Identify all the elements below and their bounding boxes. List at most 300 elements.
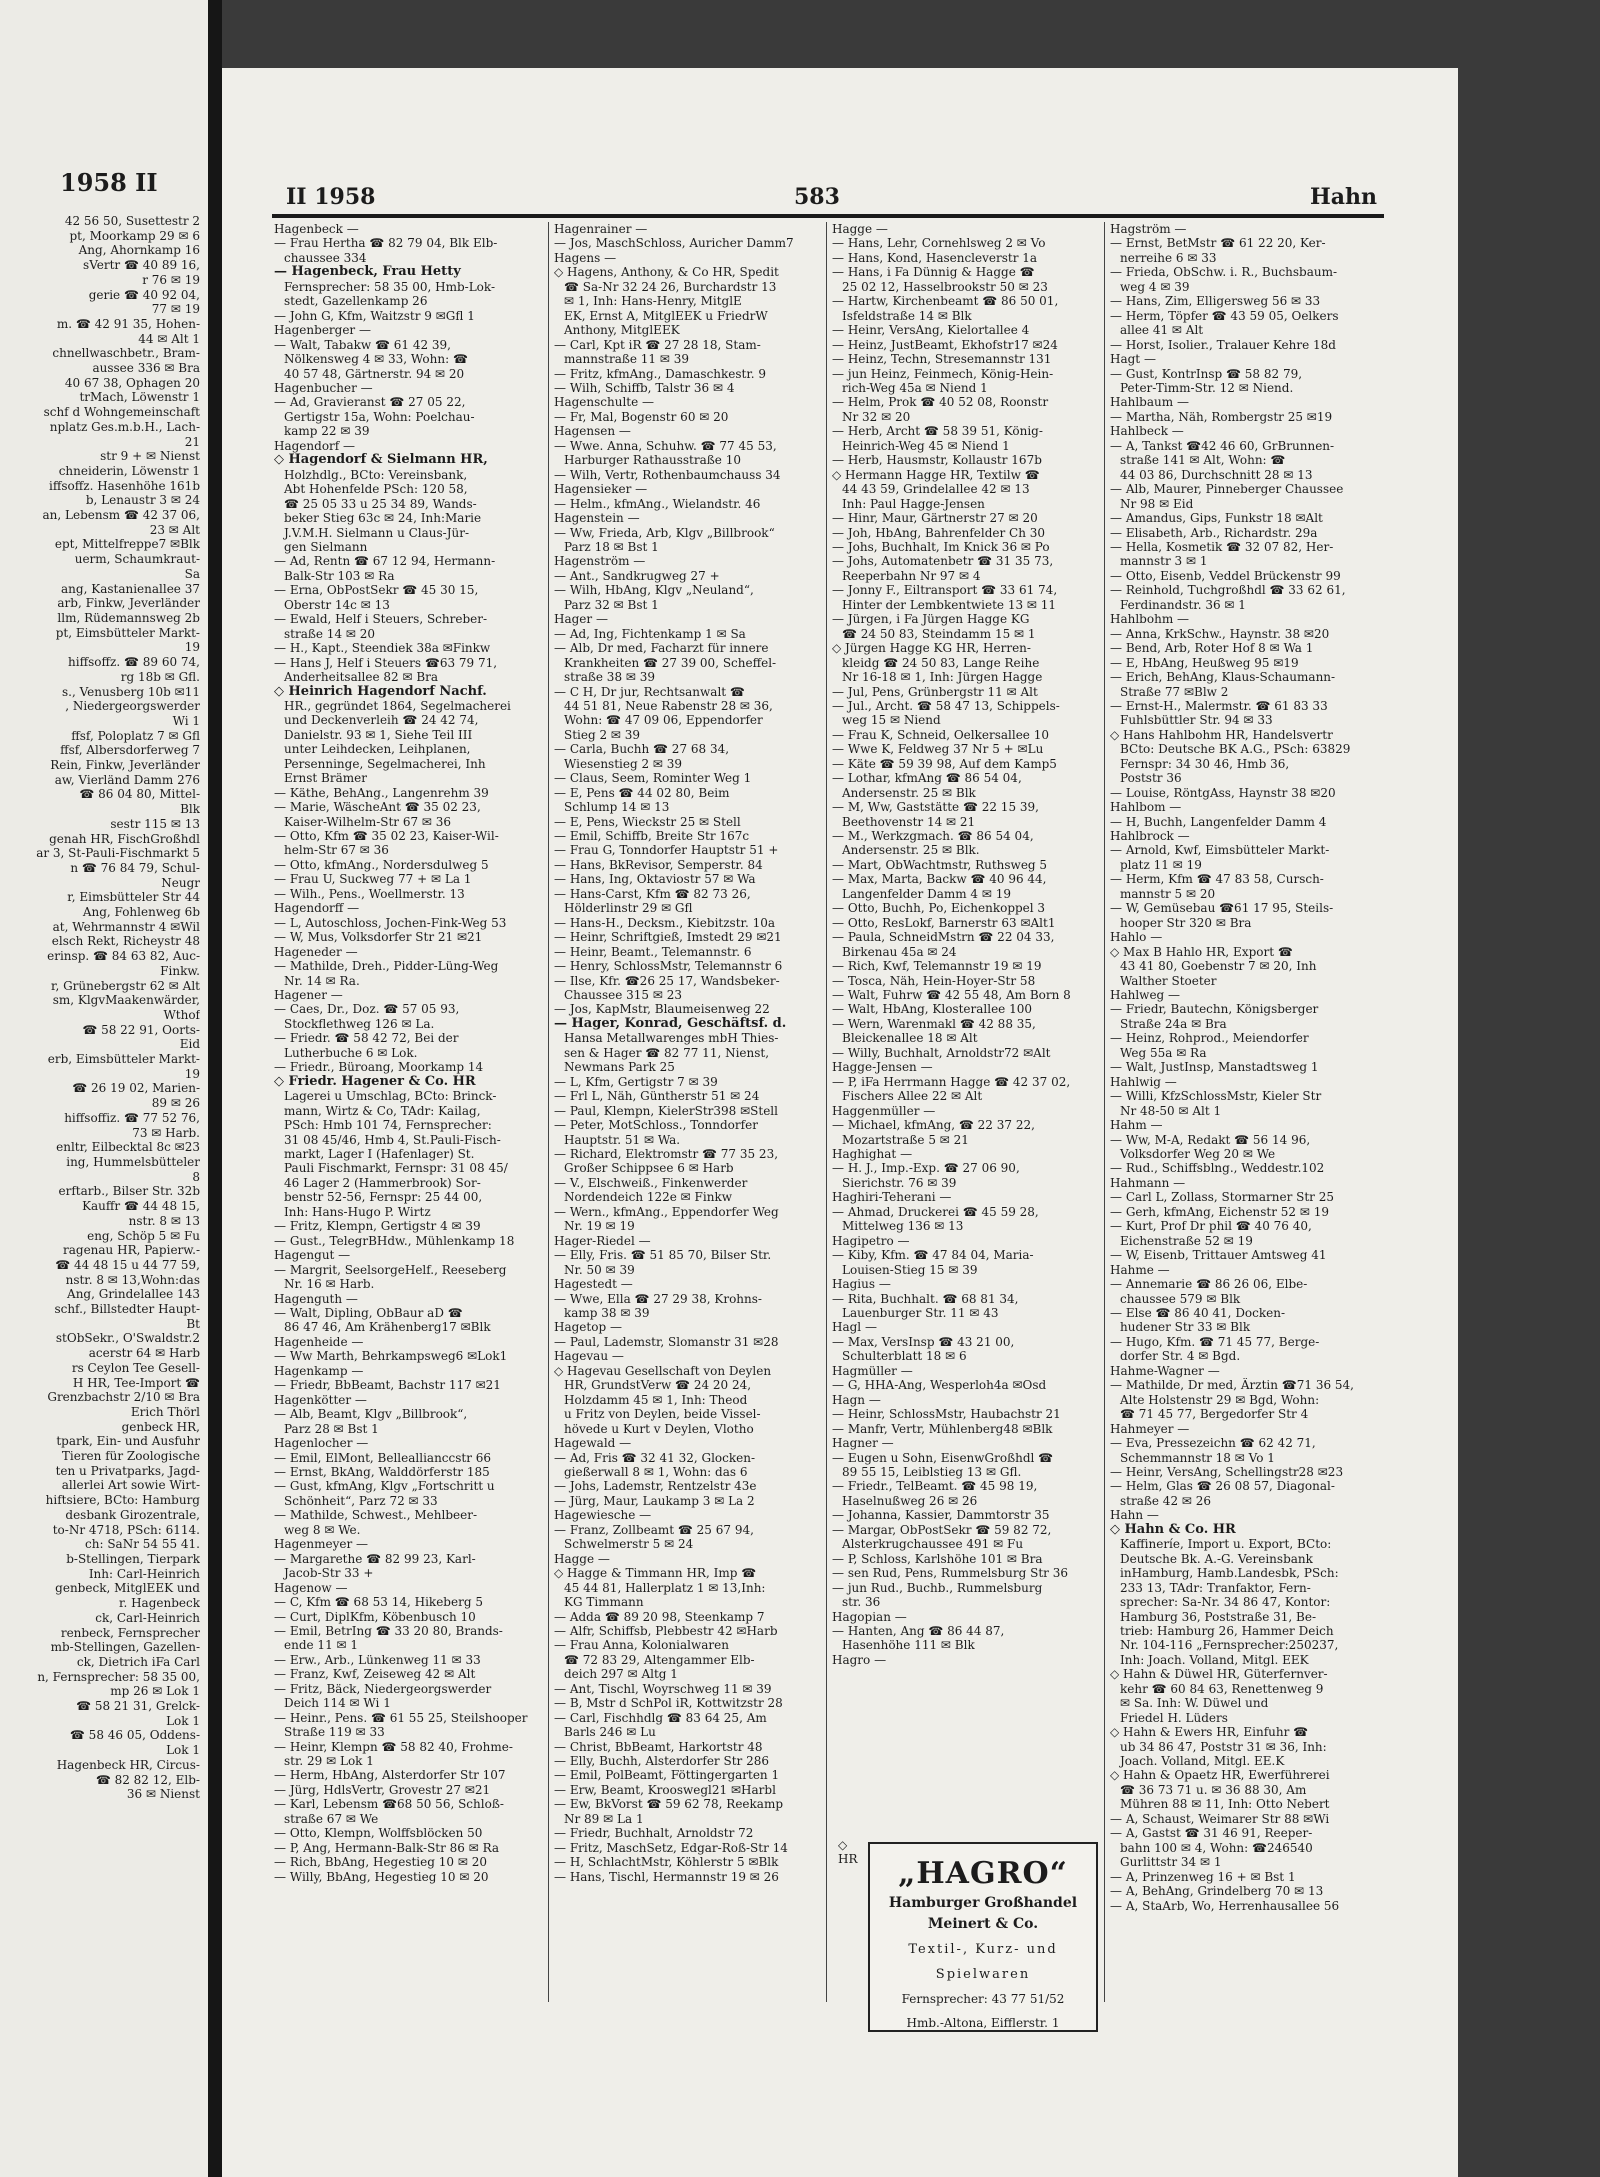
directory-entry: Hagmüller — xyxy=(832,1363,913,1378)
directory-entry: — Emil, Schiffb, Breite Str 167c xyxy=(554,829,750,844)
directory-entry: Newmans Park 25 xyxy=(564,1060,675,1075)
directory-entry: — Ant, Tischl, Woyrschweg 11 ✉ 39 xyxy=(554,1681,772,1696)
directory-line: ffsf, Poloplatz 7 ✉ Gfl xyxy=(71,728,200,743)
directory-entry: Oberstr 14c ✉ 13 xyxy=(284,597,390,612)
directory-entry: Pauli Fischmarkt, Fernspr: 31 08 45/ xyxy=(284,1161,508,1176)
directory-entry: ☎ 24 50 83, Steindamm 15 ✉ 1 xyxy=(842,626,1036,641)
directory-line: ang, Kastanienallee 37 xyxy=(61,581,200,596)
directory-entry: Hauptstr. 51 ✉ Wa. xyxy=(564,1132,681,1147)
directory-entry: Hagevau — xyxy=(554,1349,624,1364)
directory-entry: — Heinz, Rohprod., Meiendorfer xyxy=(1110,1031,1309,1046)
directory-entry: 46 Lager 2 (Hammerbrook) Sor- xyxy=(284,1175,481,1190)
directory-entry: Parz 18 ✉ Bst 1 xyxy=(564,539,659,554)
directory-entry: Hagendorf — xyxy=(274,438,356,453)
directory-entry-bold: ◇ Heinrich Hagendorf Nachf. xyxy=(274,684,487,699)
directory-line: rg 18b ✉ Gfl. xyxy=(120,669,200,684)
directory-entry: Chaussee 315 ✉ 23 xyxy=(564,988,682,1003)
directory-entry: straße 14 ✉ 20 xyxy=(284,626,376,641)
directory-entry: hooper Str 320 ✉ Bra xyxy=(1120,915,1252,930)
directory-entry: — Emil, ElMont, Belleallianccstr 66 xyxy=(274,1450,492,1465)
directory-entry: str. 36 xyxy=(842,1595,881,1610)
directory-entry: 233 13, TAdr: Tranfaktor, Fern- xyxy=(1120,1580,1311,1595)
directory-entry: Lauenburger Str. 11 ✉ 43 xyxy=(842,1305,999,1320)
directory-line: uerm, Schaumkraut- xyxy=(74,552,200,567)
directory-entry: ◇ Hermann Hagge HR, Textilw ☎ xyxy=(832,467,1040,482)
directory-entry: ☎ Sa-Nr 32 24 26, Burchardstr 13 xyxy=(564,279,777,294)
directory-entry: — Fritz, MaschSetz, Edgar-Roß-Str 14 xyxy=(554,1840,788,1855)
directory-entry: — Hans-Carst, Kfm ☎ 82 73 26, xyxy=(554,886,751,901)
directory-entry: Großer Schippsee 6 ✉ Harb xyxy=(564,1161,734,1176)
directory-entry: — Mart, ObWachtmstr, Ruthsweg 5 xyxy=(832,857,1048,872)
directory-entry: Beethovenstr 14 ✉ 21 xyxy=(842,814,976,829)
directory-entry: — Mathilde, Dreh., Pidder-Lüng-Weg xyxy=(274,959,499,974)
directory-entry: Parz 32 ✉ Bst 1 xyxy=(564,597,659,612)
directory-entry: deich 297 ✉ Altg 1 xyxy=(564,1667,678,1682)
directory-entry: — Christ, BbBeamt, Harkortstr 48 xyxy=(554,1739,763,1754)
directory-entry: — Kurt, Prof Dr phil ☎ 40 76 40, xyxy=(1110,1219,1312,1234)
directory-entry: markt, Lager I (Hafenlager) St. xyxy=(284,1147,475,1161)
directory-entry: — Heinr., Pens. ☎ 61 55 25, Steilshooper xyxy=(274,1710,528,1725)
directory-entry: — M., Werkzgmach. ☎ 86 54 04, xyxy=(832,829,1034,844)
directory-entry: — Jonny F., Eiltransport ☎ 33 61 74, xyxy=(832,583,1058,598)
directory-entry: Wohn: ☎ 47 09 06, Eppendorfer xyxy=(564,713,763,728)
directory-entry: beker Stieg 63c ✉ 24, Inh:Marie xyxy=(284,511,482,526)
directory-entry: — E, HbAng, Heußweg 95 ✉19 xyxy=(1110,655,1299,670)
directory-line: Blk xyxy=(180,802,200,817)
directory-entry: — Mathilde, Schwest., Mehlbeer- xyxy=(274,1508,477,1523)
directory-entry: Hagro — xyxy=(832,1652,887,1667)
directory-entry: Abt Hohenfelde PSch: 120 58, xyxy=(284,482,468,497)
directory-entry: — H, SchlachtMstr, Köhlerstr 5 ✉Blk xyxy=(554,1855,779,1870)
directory-entry: Friedel H. Lüders xyxy=(1120,1710,1228,1725)
directory-entry: Nr 98 ✉ Eid xyxy=(1120,496,1194,511)
directory-line: ing, Hummelsbütteler xyxy=(66,1155,200,1169)
column-separator xyxy=(548,222,549,2002)
directory-line: sm, KlgvMaakenwärder, xyxy=(52,993,200,1008)
directory-line: ☎ 58 46 05, Oddens- xyxy=(69,1728,200,1743)
directory-entry: Louisen-Stieg 15 ✉ 39 xyxy=(842,1262,978,1277)
directory-entry: — Helm, Glas ☎ 26 08 57, Diagonal- xyxy=(1110,1479,1335,1494)
directory-entry: Haselnußweg 26 ✉ 26 xyxy=(842,1493,978,1508)
directory-entry: Hagström — xyxy=(1110,222,1187,236)
directory-line: Rein, Finkw, Jeverländer xyxy=(50,758,200,773)
directory-entry: — Carl, Kpt iR ☎ 27 28 18, Stam- xyxy=(554,337,761,352)
directory-entry: Hagendorff — xyxy=(274,901,360,916)
directory-line: ragenau HR, Papierw.- xyxy=(63,1243,200,1258)
directory-line: schf d Wohngemeinschaft xyxy=(43,405,200,420)
directory-entry: Hagius — xyxy=(832,1277,891,1292)
directory-entry: ◇ Hagge & Timmann HR, Imp ☎ xyxy=(554,1566,757,1581)
directory-entry: — Ernst-H., Malermstr. ☎ 61 83 33 xyxy=(1110,698,1328,713)
directory-line: Lok 1 xyxy=(166,1743,200,1758)
directory-entry: mannstr 3 ✉ 1 xyxy=(1120,554,1208,569)
directory-entry: — Paula, SchneidMstrn ☎ 22 04 33, xyxy=(832,930,1055,945)
directory-entry: — Willi, KfzSchlossMstr, Kieler Str xyxy=(1110,1089,1322,1104)
directory-entry: — Willy, BbAng, Hegestieg 10 ✉ 20 xyxy=(274,1869,489,1884)
directory-entry: Anderheitsallee 82 ✉ Bra xyxy=(284,670,439,685)
directory-line: ☎ 82 82 12, Elb- xyxy=(95,1772,200,1787)
directory-entry: ✉ Sa. Inh: W. Düwel und xyxy=(1120,1696,1269,1711)
directory-entry: — Tosca, Näh, Hein-Hoyer-Str 58 xyxy=(832,973,1036,988)
directory-line: 21 xyxy=(184,434,200,449)
directory-entry: Hagener — xyxy=(274,988,343,1003)
directory-line: arb, Finkw, Jeverländer xyxy=(57,596,200,611)
directory-entry: — Ww, M-A, Redakt ☎ 56 14 96, xyxy=(1110,1132,1311,1147)
directory-entry: EK, Ernst A, MitglEEK u FriedrW xyxy=(564,308,768,323)
directory-line: s., Venusberg 10b ✉11 xyxy=(62,684,200,699)
page-number: 583 xyxy=(794,184,840,210)
directory-entry: — sen Rud, Pens, Rummelsburg Str 36 xyxy=(832,1566,1068,1581)
directory-entry: — Carl L, Zollass, Stormarner Str 25 xyxy=(1110,1190,1334,1205)
directory-entry: Hahm — xyxy=(1110,1118,1163,1133)
directory-entry: Haghiri-Teherani — xyxy=(832,1190,952,1205)
directory-entry: — Ernst, BkAng, Walddörferstr 185 xyxy=(274,1464,490,1479)
directory-entry: — Elly, Fris. ☎ 51 85 70, Bilser Str. xyxy=(554,1248,772,1263)
directory-entry: — Helm., kfmAng., Wielandstr. 46 xyxy=(554,496,761,511)
directory-entry: u Fritz von Deylen, beide Vissel- xyxy=(564,1407,761,1422)
page-header xyxy=(274,184,1384,224)
directory-line: H HR, Tee-Import ☎ xyxy=(72,1375,200,1390)
ad-marker xyxy=(838,1838,858,1866)
directory-entry: 44 03 86, Durchschnitt 28 ✉ 13 xyxy=(1120,467,1313,482)
directory-entry: Nr. 16 ✉ Harb. xyxy=(284,1277,375,1292)
directory-entry: Hagenheide — xyxy=(274,1334,364,1349)
directory-entry: Hagenkamp — xyxy=(274,1363,364,1378)
directory-entry: — Fritz, Klempn, Gertigstr 4 ✉ 39 xyxy=(274,1219,481,1234)
directory-line: Kauffr ☎ 44 48 15, xyxy=(82,1199,200,1214)
directory-entry: Inh: Paul Hagge-Jensen xyxy=(842,496,985,511)
directory-line: Finkw. xyxy=(160,963,200,978)
ad-phone: Fernsprecher: 43 77 51/52 xyxy=(901,1992,1065,2006)
directory-entry: Lutherbuche 6 ✉ Lok. xyxy=(284,1045,418,1060)
directory-line: Ang, Grindelallee 143 xyxy=(67,1287,200,1302)
directory-line: Wthof xyxy=(163,1007,200,1022)
directory-line: Neugr xyxy=(161,875,200,890)
directory-entry: — Margar, ObPostSekr ☎ 59 82 72, xyxy=(832,1522,1052,1537)
directory-entry: — Gerh, kfmAng, Eichenstr 52 ✉ 19 xyxy=(1110,1204,1330,1219)
directory-entry: — Jos, KapMstr, Blaumeisenweg 22 xyxy=(554,1002,770,1017)
directory-entry: Volksdorfer Weg 20 ✉ We xyxy=(1120,1147,1276,1161)
directory-entry: — Ad, Rentn ☎ 67 12 94, Hermann- xyxy=(274,554,496,569)
directory-entry: — P, Ang, Hermann-Balk-Str 86 ✉ Ra xyxy=(274,1840,500,1855)
directory-entry: — Claus, Seem, Rominter Weg 1 xyxy=(554,771,752,786)
directory-entry: — Otto, Klempn, Wolffsblöcken 50 xyxy=(274,1826,483,1841)
directory-entry: — Emil, BetrIng ☎ 33 20 80, Brands- xyxy=(274,1623,503,1638)
directory-entry: — Alb, Maurer, Pinneberger Chaussee xyxy=(1110,482,1344,497)
ad-line-3: Textil-, Kurz- und xyxy=(908,1942,1058,1957)
directory-line: renbeck, Fernsprecher xyxy=(60,1625,200,1640)
directory-entry: — L, Autoschloss, Jochen-Fink-Weg 53 xyxy=(274,915,507,930)
directory-entry: trieb: Hamburg 26, Hammer Deich xyxy=(1120,1623,1334,1638)
directory-entry: Hagenschulte — xyxy=(554,395,655,410)
directory-entry: — Wwe. Anna, Schuhw. ☎ 77 45 53, xyxy=(554,438,777,453)
directory-entry: — Fritz, kfmAng., Damaschkestr. 9 xyxy=(554,366,767,381)
directory-entry: — Fr, Mal, Bogenstr 60 ✉ 20 xyxy=(554,409,729,424)
directory-entry: — Hans, i Fa Dünnig & Hagge ☎ xyxy=(832,265,1035,280)
directory-entry: Hagenrainer — xyxy=(554,222,648,236)
directory-line: Sa xyxy=(184,566,200,581)
directory-entry: Straße 24a ✉ Bra xyxy=(1120,1016,1227,1031)
directory-entry: — Paul, Lademstr, Slomanstr 31 ✉28 xyxy=(554,1334,779,1349)
directory-entry: — Reinhold, Tuchgroßhdl ☎ 33 62 61, xyxy=(1110,583,1346,598)
directory-entry: Weg 55a ✉ Ra xyxy=(1120,1045,1207,1060)
directory-entry: — Heinr, VersAng, Kielortallee 4 xyxy=(832,323,1030,338)
directory-entry: Persenninge, Segelmacherei, Inh xyxy=(284,756,486,771)
directory-entry: 44 51 81, Neue Rabenstr 28 ✉ 36, xyxy=(564,698,773,713)
directory-entry: J.V.M.H. Sielmann u Claus-Jür- xyxy=(284,525,470,540)
directory-entry: gen Sielmann xyxy=(284,539,368,554)
directory-entry: mann, Wirtz & Co, TAdr: Kailag, xyxy=(284,1103,481,1118)
directory-entry: ◇ Hans Hahlbohm HR, Handelsvertr xyxy=(1110,727,1333,742)
directory-entry: Haggenmüller — xyxy=(832,1103,936,1118)
directory-entry: — Franz, Zollbeamt ☎ 25 67 94, xyxy=(554,1522,754,1537)
directory-line: ☎ 58 22 91, Oorts- xyxy=(82,1022,200,1037)
directory-entry: dorfer Str. 4 ✉ Bgd. xyxy=(1120,1349,1241,1364)
directory-line: ar 3, St-Pauli-Fischmarkt 5 xyxy=(36,846,200,861)
directory-entry: Schemmannstr 18 ✉ Vo 1 xyxy=(1120,1450,1275,1465)
directory-entry: — Emil, PolBeamt, Föttingergarten 1 xyxy=(554,1768,780,1783)
directory-entry: — Eugen u Sohn, EisenwGroßhdl ☎ xyxy=(832,1450,1054,1465)
directory-entry: Deich 114 ✉ Wi 1 xyxy=(284,1696,391,1711)
directory-entry: Nr. 50 ✉ 39 xyxy=(564,1262,635,1277)
directory-entry: str. 29 ✉ Lok 1 xyxy=(284,1754,374,1769)
header-rule xyxy=(272,214,1384,218)
directory-entry: Hagl — xyxy=(832,1320,877,1335)
directory-entry: Hahlwig — xyxy=(1110,1074,1177,1089)
directory-entry: — Ww Marth, Behrkampsweg6 ✉Lok1 xyxy=(274,1349,508,1364)
directory-entry: Danielstr. 93 ✉ 1, Siehe Teil III xyxy=(284,727,473,742)
directory-entry: straße 67 ✉ We xyxy=(284,1811,379,1826)
directory-entry: — Erw., Arb., Lünkenweg 11 ✉ 33 xyxy=(274,1652,481,1667)
directory-entry: chaussee 334 xyxy=(284,250,367,265)
directory-line: ten u Privatparks, Jagd- xyxy=(55,1463,200,1478)
directory-entry: Hager-Riedel — xyxy=(554,1233,651,1248)
directory-entry: kamp 22 ✉ 39 xyxy=(284,424,370,439)
directory-entry: — Michael, kfmAng, ☎ 22 37 22, xyxy=(832,1118,1035,1133)
directory-entry: Hagenkötter — xyxy=(274,1392,367,1407)
directory-entry: Isfeldstraße 14 ✉ Blk xyxy=(842,308,972,323)
directory-entry-bold: — Hagenbeck, Frau Hetty xyxy=(274,265,461,280)
directory-entry: — John G, Kfm, Waitzstr 9 ✉Gfl 1 xyxy=(274,308,475,323)
directory-entry: Hagenmeyer — xyxy=(274,1537,369,1552)
directory-entry: HR, GrundstVerw ☎ 24 20 24, xyxy=(564,1378,752,1393)
directory-entry: — B, Mstr d SchPol iR, Kottwitzstr 28 xyxy=(554,1696,783,1711)
directory-entry: — Hans, Kond, Hasencleverstr 1a xyxy=(832,250,1038,265)
directory-entry: Mühren 88 ✉ 11, Inh: Otto Nebert xyxy=(1120,1797,1330,1812)
directory-column-4 xyxy=(1110,222,1372,1913)
directory-entry: — Ww, Frieda, Arb, Klgv „Billbrook“ xyxy=(554,525,775,540)
directory-entry: Kaffineríe, Import u. Export, BCto: xyxy=(1120,1537,1332,1552)
directory-entry: Barls 246 ✉ Lu xyxy=(564,1725,656,1740)
directory-entry: — V., Elschweiß., Finkenwerder xyxy=(554,1175,748,1190)
directory-entry: — Wilh, Vertr, Rothenbaumchauss 34 xyxy=(554,467,781,482)
ad-line-2: Meinert & Co. xyxy=(927,1916,1039,1932)
directory-entry: — C, Kfm ☎ 68 53 14, Hikeberg 5 xyxy=(274,1595,483,1610)
directory-entry: — Friedr., TelBeamt. ☎ 45 98 19, xyxy=(832,1479,1038,1494)
directory-entry: — Walt, Tabakw ☎ 61 42 39, xyxy=(274,337,451,352)
directory-entry: Hagipetro — xyxy=(832,1233,910,1248)
directory-entry: — Richard, Elektromstr ☎ 77 35 23, xyxy=(554,1147,779,1161)
directory-entry: — Anna, KrkSchw., Haynstr. 38 ✉20 xyxy=(1110,626,1330,641)
directory-line: ☎ 26 19 02, Marien- xyxy=(72,1081,200,1096)
directory-entry: Peter-Timm-Str. 12 ✉ Niend. xyxy=(1120,380,1294,395)
directory-entry: — Herb, Hausmstr, Kollaustr 167b xyxy=(832,453,1042,468)
directory-entry: Eichenstraße 52 ✉ 19 xyxy=(1120,1233,1253,1248)
directory-entry: Walther Stoeter xyxy=(1120,973,1217,988)
directory-line: Grenzbachstr 2/10 ✉ Bra xyxy=(47,1390,200,1405)
directory-line: iffsoffz. Hasenhöhe 161b xyxy=(48,478,200,493)
directory-entry: hövede u Kurt v Deylen, Vlotho xyxy=(564,1421,754,1436)
directory-line: 40 67 38, Ophagen 20 xyxy=(64,375,200,390)
directory-entry: — Otto, Buchh, Po, Eichenkoppel 3 xyxy=(832,901,1046,916)
directory-entry: Schlump 14 ✉ 13 xyxy=(564,800,670,815)
directory-entry: — Alb, Dr med, Facharzt für innere xyxy=(554,641,769,656)
directory-entry: rich-Weg 45a ✉ Niend 1 xyxy=(842,380,988,395)
directory-line: 42 56 50, Susettestr 2 xyxy=(64,214,200,228)
directory-entry: unter Leihdecken, Leihplanen, xyxy=(284,742,471,757)
directory-line: ☎ 86 04 80, Mittel- xyxy=(79,787,200,802)
directory-entry: — Rud., Schiffsblng., Weddestr.102 xyxy=(1110,1161,1325,1176)
directory-entry: Hagenlocher — xyxy=(274,1436,369,1451)
directory-entry: — Friedr, Bautechn, Königsberger xyxy=(1110,1002,1319,1017)
directory-entry: — Caes, Dr., Doz. ☎ 57 05 93, xyxy=(274,1002,460,1017)
directory-entry: Nr 89 ✉ La 1 xyxy=(564,1811,644,1826)
directory-line: stObSekr., O'Swaldstr.2 xyxy=(55,1331,200,1346)
directory-entry: — Martha, Näh, Rombergstr 25 ✉19 xyxy=(1110,409,1333,424)
directory-entry: Nordendeich 122e ✉ Finkw xyxy=(564,1190,732,1205)
directory-line: chnellwaschbetr., Bram- xyxy=(52,346,200,361)
directory-entry: 43 41 80, Goebenstr 7 ✉ 20, Inh xyxy=(1120,959,1317,974)
directory-line: Bt xyxy=(186,1316,200,1331)
directory-entry: — Rich, BbAng, Hegestieg 10 ✉ 20 xyxy=(274,1855,487,1870)
directory-line: mb-Stellingen, Gazellen- xyxy=(50,1640,200,1655)
directory-entry: — H. J., Imp.-Exp. ☎ 27 06 90, xyxy=(832,1161,1020,1176)
directory-entry: — Carla, Buchh ☎ 27 68 34, xyxy=(554,742,730,757)
directory-line: desbank Girozentrale, xyxy=(65,1507,200,1522)
directory-entry: — Jul, Pens, Grünbergstr 11 ✉ Alt xyxy=(832,684,1038,699)
directory-entry: — Wwe, Ella ☎ 27 29 38, Krohns- xyxy=(554,1291,762,1306)
directory-entry: Fuhlsbüttler Str. 94 ✉ 33 xyxy=(1120,713,1273,728)
directory-line: hiftsiere, BCto: Hamburg xyxy=(45,1493,200,1508)
directory-entry: — Friedr, BbBeamt, Bachstr 117 ✉21 xyxy=(274,1378,501,1393)
directory-entry: KG Timmann xyxy=(564,1595,644,1610)
directory-entry: — P, iFa Herrmann Hagge ☎ 42 37 02, xyxy=(832,1074,1071,1089)
directory-entry: — Louise, RöntgAss, Haynstr 38 ✉20 xyxy=(1110,785,1336,800)
directory-entry: Hagopian — xyxy=(832,1609,907,1624)
directory-line: ck, Dietrich iFa Carl xyxy=(76,1654,200,1669)
header-year: II 1958 xyxy=(286,184,376,210)
directory-entry: straße 42 ✉ 26 xyxy=(1120,1493,1212,1508)
directory-entry: — E, Pens ☎ 44 02 80, Beim xyxy=(554,785,730,800)
directory-entry: PSch: Hmb 101 74, Fernsprecher: xyxy=(284,1118,492,1133)
directory-entry: Bleickenallee 18 ✉ Alt xyxy=(842,1031,978,1046)
directory-entry: — Fritz, Bäck, Niedergeorgswerder xyxy=(274,1681,492,1696)
directory-entry: — Heinz, JustBeamt, Ekhofstr17 ✉24 xyxy=(832,337,1058,352)
directory-entry: 45 44 81, Hallerplatz 1 ✉ 13,Inh: xyxy=(564,1580,766,1595)
directory-entry: sprecher: Sa-Nr. 34 86 47, Kontor: xyxy=(1120,1595,1331,1610)
directory-line: enltr, Eilbecktal 8c ✉23 xyxy=(56,1140,200,1155)
directory-entry: — Manfr, Vertr, Mühlenberg48 ✉Blk xyxy=(832,1421,1053,1436)
directory-entry: Hagge — xyxy=(832,222,888,236)
directory-line: b-Stellingen, Tierpark xyxy=(66,1551,200,1566)
directory-entry: — Hans, Tischl, Hermannstr 19 ✉ 26 xyxy=(554,1869,779,1884)
directory-entry: Schönheit“, Parz 72 ✉ 33 xyxy=(284,1493,438,1508)
directory-entry: — Wilh, Schiffb, Talstr 36 ✉ 4 xyxy=(554,380,735,395)
directory-entry: ☎ 72 83 29, Altengammer Elb- xyxy=(564,1652,755,1667)
directory-entry: — G, HHA-Ang, Wesperloh4a ✉Osd xyxy=(832,1378,1047,1393)
directory-entry: Harburger Rathausstraße 10 xyxy=(564,453,741,468)
directory-entry: Hagens — xyxy=(554,250,617,265)
directory-entry: allee 41 ✉ Alt xyxy=(1120,323,1204,338)
directory-line: b, Lenaustr 3 ✉ 24 xyxy=(85,493,200,508)
directory-entry: Hager — xyxy=(554,612,608,627)
directory-entry: Hagewiesche — xyxy=(554,1508,652,1523)
directory-entry: Andersenstr. 25 ✉ Blk xyxy=(842,785,976,800)
directory-entry: — A, BehAng, Grindelberg 70 ✉ 13 xyxy=(1110,1884,1324,1899)
directory-entry: — Otto, Eisenb, Veddel Brückenstr 99 xyxy=(1110,568,1341,583)
directory-entry: — Peter, MotSchloss., Tonndorfer xyxy=(554,1118,758,1133)
directory-entry: benstr 52-56, Fernspr: 25 44 00, xyxy=(284,1190,483,1205)
directory-entry: — Elisabeth, Arb., Richardstr. 29a xyxy=(1110,525,1318,540)
directory-entry-bold: ◇ Hahn & Co. HR xyxy=(1110,1522,1236,1537)
directory-line: nstr. 8 ✉ 13,Wohn:das xyxy=(65,1272,200,1287)
directory-entry: mannstr 5 ✉ 20 xyxy=(1120,886,1216,901)
directory-entry: Schwelmerstr 5 ✉ 24 xyxy=(564,1537,694,1552)
directory-entry: ◇ Hagevau Gesellschaft von Deylen xyxy=(554,1363,772,1378)
directory-entry: ◇ Hahn & Düwel HR, Güterfernver- xyxy=(1110,1667,1328,1682)
directory-column-1 xyxy=(274,222,536,1884)
directory-entry: — W, Eisenb, Trittauer Amtsweg 41 xyxy=(1110,1248,1327,1263)
directory-line: llm, Rüdemannsweg 2b xyxy=(57,610,200,625)
directory-entry: — Margrit, SeelsorgeHelf., Reeseberg xyxy=(274,1262,507,1277)
directory-entry: ◇ Hahn & Opaetz HR, Ewerführerei xyxy=(1110,1768,1330,1783)
directory-line: Erich Thörl xyxy=(130,1404,200,1419)
directory-entry: — Willy, Buchhalt, Arnoldstr72 ✉Alt xyxy=(832,1045,1051,1060)
directory-entry: ☎ 71 45 77, Bergedorfer Str 4 xyxy=(1120,1407,1309,1422)
directory-line: erftarb., Bilser Str. 32b xyxy=(58,1184,200,1199)
directory-line: erb, Eimsbütteler Markt- xyxy=(47,1052,200,1067)
directory-line: elsch Rekt, Richeystr 48 xyxy=(51,934,200,949)
directory-line: chneiderin, Löwenstr 1 xyxy=(58,463,200,478)
directory-entry: Nr. 14 ✉ Ra. xyxy=(284,973,360,988)
directory-entry: weg 15 ✉ Niend xyxy=(842,713,941,728)
directory-line: Hagenbeck HR, Circus- xyxy=(56,1757,200,1772)
directory-line: schf., Billstedter Haupt- xyxy=(54,1302,200,1317)
directory-entry: — Ew, BkVorst ☎ 59 62 78, Reekamp xyxy=(554,1797,784,1812)
directory-entry: — Joh, HbAng, Bahrenfelder Ch 30 xyxy=(832,525,1046,540)
directory-entry: Stockflethweg 126 ✉ La. xyxy=(284,1016,435,1031)
directory-column-3 xyxy=(832,222,1094,1667)
directory-entry: — Frieda, ObSchw. i. R., Buchsbaum- xyxy=(1110,265,1338,280)
directory-entry: inHamburg, Hamb.Landesbk, PSch: xyxy=(1120,1566,1339,1581)
directory-entry: — Herm, HbAng, Alsterdorfer Str 107 xyxy=(274,1768,506,1783)
directory-line: n, Fernsprecher: 58 35 00, xyxy=(37,1669,200,1684)
directory-entry: — Otto, kfmAng., Nordersdulweg 5 xyxy=(274,857,489,872)
directory-entry: — Paul, Klempn, KielerStr398 ✉Stell xyxy=(554,1103,778,1118)
directory-entry: ◇ Max B Hahlo HR, Export ☎ xyxy=(1110,944,1293,959)
directory-entry: — Otto, ResLokf, Barnerstr 63 ✉Alt1 xyxy=(832,915,1056,930)
directory-line: sVertr ☎ 40 89 16, xyxy=(83,258,200,273)
directory-entry: — Annemarie ☎ 86 26 06, Elbe- xyxy=(1110,1277,1308,1292)
directory-entry: — Adda ☎ 89 20 98, Steenkamp 7 xyxy=(554,1609,765,1624)
directory-entry: mannstraße 11 ✉ 39 xyxy=(564,352,690,367)
directory-entry: Hagt — xyxy=(1110,352,1156,367)
directory-entry: Hagenstein — xyxy=(554,511,640,526)
directory-entry: — Mathilde, Dr med, Ärztin ☎71 36 54, xyxy=(1110,1378,1354,1393)
directory-line: r 76 ✉ 19 xyxy=(142,272,200,287)
directory-entry: Hagenguth — xyxy=(274,1291,358,1306)
directory-line: to-Nr 4718, PSch: 6114. xyxy=(52,1522,200,1537)
